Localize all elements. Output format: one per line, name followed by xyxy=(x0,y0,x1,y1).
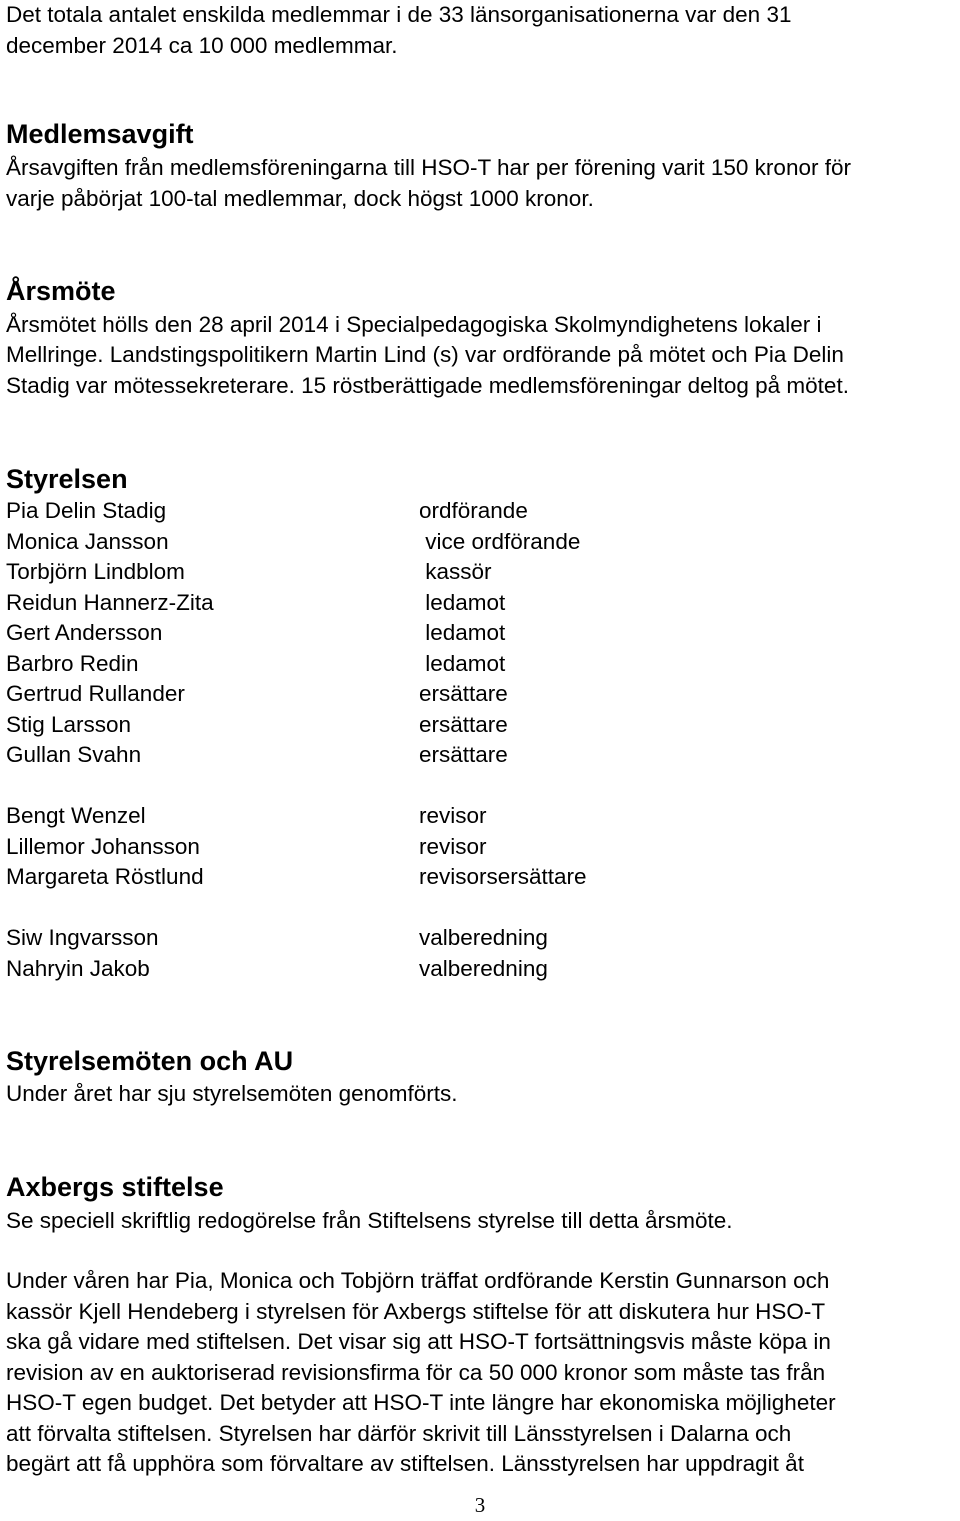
member-name: Lillemor Johansson xyxy=(6,834,200,859)
section-heading-arsmote: Årsmöte xyxy=(6,276,116,306)
section-heading-medlemsavgift: Medlemsavgift xyxy=(6,119,194,149)
arsmote-line: Stadig var mötessekreterare. 15 röstberättigade medlemsföreningar deltog på mötet. xyxy=(6,373,849,398)
intro-line: Det totala antalet enskilda medlemmar i de 33 länsorganisationerna var den 31 xyxy=(6,2,792,27)
member-role: valberedning xyxy=(419,925,548,950)
member-name: Stig Larsson xyxy=(6,712,132,737)
arsmote-line: Årsmötet hölls den 28 april 2014 i Specialpedagogiska Skolmyndighetens lokaler i xyxy=(6,312,822,337)
page-number: 3 xyxy=(474,1493,486,1517)
member-role: revisor xyxy=(419,803,487,828)
intro-line: december 2014 ca 10 000 medlemmar. xyxy=(6,33,398,58)
axbergs-line: Se speciell skriftlig redogörelse från Stiftelsens styrelse till detta årsmöte. xyxy=(6,1208,733,1233)
member-role: ersättare xyxy=(419,681,508,706)
member-role: valberedning xyxy=(419,956,548,981)
member-name: Gertrud Rullander xyxy=(6,681,185,706)
arsmote-line: Mellringe. Landstingspolitikern Martin Lind (s) var ordförande på mötet och Pia Delin xyxy=(6,342,844,367)
member-name: Gert Andersson xyxy=(6,620,163,645)
member-role: ledamot xyxy=(419,590,506,615)
medlemsavgift-line: Årsavgiften från medlemsföreningarna till HSO-T har per förening varit 150 kronor för xyxy=(6,155,851,180)
member-role: ersättare xyxy=(419,742,508,767)
member-role: ordförande xyxy=(419,498,528,523)
axbergs-line: kassör Kjell Hendeberg i styrelsen för Axbergs stiftelse för att diskutera hur HSO-T xyxy=(6,1299,826,1324)
axbergs-line: revision av en auktoriserad revisionsfirma för ca 50 000 kronor som måste tas från xyxy=(6,1360,826,1385)
member-name: Torbjörn Lindblom xyxy=(6,559,185,584)
medlemsavgift-line: varje påbörjat 100-tal medlemmar, dock högst 1000 kronor. xyxy=(6,186,594,211)
member-name: Barbro Redin xyxy=(6,651,139,676)
member-role: revisor xyxy=(419,834,487,859)
member-name: Bengt Wenzel xyxy=(6,803,146,828)
member-name: Pia Delin Stadig xyxy=(6,498,167,523)
axbergs-line: Under våren har Pia, Monica och Tobjörn träffat ordförande Kerstin Gunnarson och xyxy=(6,1268,830,1293)
axbergs-line: att förvalta stiftelsen. Styrelsen har därför skrivit till Länsstyrelsen i Dalarna och xyxy=(6,1421,792,1446)
styrelsemoten-line: Under året har sju styrelsemöten genomförts. xyxy=(6,1081,458,1106)
section-heading-axbergs: Axbergs stiftelse xyxy=(6,1172,224,1202)
member-role: ledamot xyxy=(419,651,506,676)
member-role: vice ordförande xyxy=(419,529,581,554)
section-heading-styrelsen: Styrelsen xyxy=(6,464,128,494)
member-name: Nahryin Jakob xyxy=(6,956,150,981)
section-heading-styrelsemoten: Styrelsemöten och AU xyxy=(6,1046,294,1076)
member-name: Gullan Svahn xyxy=(6,742,142,767)
member-name: Margareta Röstlund xyxy=(6,864,204,889)
member-role: revisorsersättare xyxy=(419,864,587,889)
member-name: Siw Ingvarsson xyxy=(6,925,159,950)
member-role: ersättare xyxy=(419,712,508,737)
member-name: Monica Jansson xyxy=(6,529,169,554)
member-role: ledamot xyxy=(419,620,506,645)
axbergs-line: ska gå vidare med stiftelsen. Det visar sig att HSO-T fortsättningsvis måste köpa in xyxy=(6,1329,831,1354)
member-role: kassör xyxy=(419,559,492,584)
member-name: Reidun Hannerz-Zita xyxy=(6,590,214,615)
axbergs-line: begärt att få upphöra som förvaltare av stiftelsen. Länsstyrelsen har uppdragit åt xyxy=(6,1451,804,1476)
axbergs-line: HSO-T egen budget. Det betyder att HSO-T inte längre har ekonomiska möjligheter xyxy=(6,1390,836,1415)
